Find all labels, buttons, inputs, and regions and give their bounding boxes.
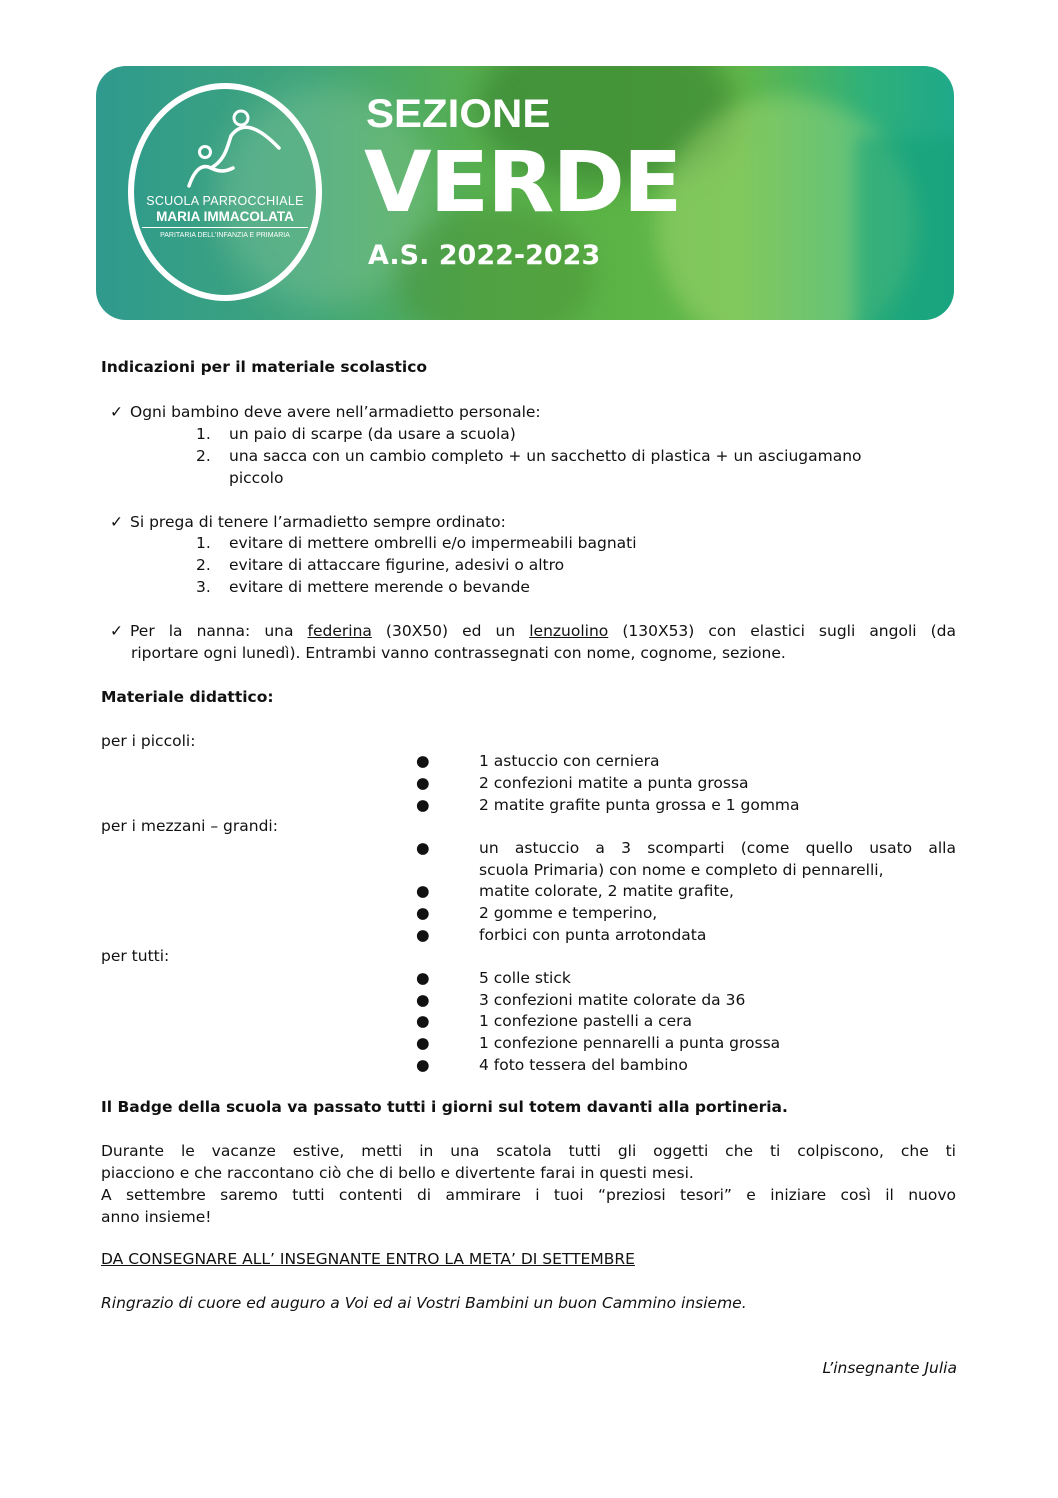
- numbered-item-text: evitare di attaccare figurine, adesivi o altro: [229, 556, 565, 574]
- list-item: 4 foto tessera del bambino: [479, 1056, 688, 1074]
- deadline-note: DA CONSEGNARE ALL’ INSEGNANTE ENTRO LA META’ DI SETTEMBRE: [101, 1250, 635, 1268]
- school-name-line1: SCUOLA PARROCCHIALE: [146, 194, 304, 208]
- checklist-item: [110, 511, 506, 533]
- paragraph-line: A settembre saremo tutti contenti di ammirare i tuoi “preziosi tesori” e iniziare così il nuovo: [101, 1186, 956, 1204]
- paragraph-line: Durante le vacanze estive, metti in una scatola tutti gli oggetti che ti colpiscono, che ti: [101, 1142, 956, 1160]
- checkmark-icon: ✓: [110, 513, 123, 531]
- section-heading: Indicazioni per il materiale scolastico: [101, 358, 428, 376]
- bullet-icon: ●: [416, 969, 430, 987]
- school-logo-figures-icon: [181, 108, 291, 188]
- group-label: per tutti:: [101, 947, 170, 965]
- bullet-icon: ●: [416, 1012, 430, 1030]
- item-number: 2.: [196, 447, 211, 465]
- school-name-line3: PARITARIA DELL'INFANZIA E PRIMARIA: [160, 232, 290, 239]
- numbered-item-text: evitare di mettere merende o bevande: [229, 578, 530, 596]
- list-item: 1 astuccio con cerniera: [479, 752, 660, 770]
- bullet-icon: ●: [416, 796, 430, 814]
- bullet-icon: ●: [416, 839, 430, 857]
- banner-title-big: VERDE: [364, 133, 681, 231]
- list-item: 1 confezione pennarelli a punta grossa: [479, 1034, 781, 1052]
- checklist-text: Ogni bambino deve avere nell’armadietto personale:: [130, 403, 541, 421]
- bullet-icon: ●: [416, 991, 430, 1009]
- list-item: 2 matite grafite punta grossa e 1 gomma: [479, 796, 800, 814]
- bullet-icon: ●: [416, 926, 430, 944]
- paragraph-line: anno insieme!: [101, 1208, 212, 1226]
- list-item-cont: scuola Primaria) con nome e completo di pennarelli,: [479, 861, 884, 879]
- bullet-icon: ●: [416, 1034, 430, 1052]
- nanna-text: (130X53) con elastici sugli angoli (da: [608, 622, 956, 640]
- list-item: forbici con punta arrotondata: [479, 926, 707, 944]
- nanna-text-line2: riportare ogni lunedì). Entrambi vanno contrassegnati con nome, cognome, sezione.: [131, 644, 786, 662]
- list-item: matite colorate, 2 matite grafite,: [479, 882, 734, 900]
- bullet-icon: ●: [416, 774, 430, 792]
- checklist-item-nanna: [110, 620, 956, 642]
- header-banner: [96, 66, 954, 320]
- numbered-item-text-cont: piccolo: [229, 469, 284, 487]
- checkmark-icon: ✓: [110, 403, 123, 421]
- numbered-item-text: una sacca con un cambio completo + un sacchetto di plastica + un asciugamano: [229, 447, 862, 465]
- checklist-text: Si prega di tenere l’armadietto sempre ordinato:: [130, 513, 506, 531]
- item-number: 2.: [196, 556, 211, 574]
- list-item: 3 confezioni matite colorate da 36: [479, 991, 746, 1009]
- nanna-text: (30X50) ed un: [371, 622, 530, 640]
- numbered-item: [196, 423, 211, 445]
- checkmark-icon: ✓: [110, 622, 123, 640]
- item-number: 1.: [196, 534, 211, 552]
- bullet-icon: ●: [416, 904, 430, 922]
- list-item: 2 confezioni matite a punta grossa: [479, 774, 749, 792]
- banner-title-small: SEZIONE: [366, 92, 551, 136]
- bullet-icon: ●: [416, 882, 430, 900]
- nanna-text: Per la nanna: una: [130, 622, 308, 640]
- federina-term: federina: [307, 622, 372, 640]
- numbered-item-text: un paio di scarpe (da usare a scuola): [229, 425, 516, 443]
- bullet-icon: ●: [416, 1056, 430, 1074]
- list-item: un astuccio a 3 scomparti (come quello usato alla: [479, 839, 956, 857]
- school-name-line2: MARIA IMMACOLATA: [142, 209, 308, 228]
- checklist-item: [110, 401, 541, 423]
- item-number: 3.: [196, 578, 211, 596]
- item-number: 1.: [196, 425, 211, 443]
- group-label: per i mezzani – grandi:: [101, 817, 278, 835]
- section-heading: Materiale didattico:: [101, 688, 274, 706]
- thanks-line: Ringrazio di cuore ed auguro a Voi ed ai Vostri Bambini un buon Cammino insieme.: [101, 1294, 747, 1312]
- bullet-icon: ●: [416, 752, 430, 770]
- numbered-item-text: evitare di mettere ombrelli e/o impermeabili bagnati: [229, 534, 637, 552]
- lenzuolino-term: lenzuolino: [529, 622, 609, 640]
- list-item: 1 confezione pastelli a cera: [479, 1012, 693, 1030]
- paragraph-line: piacciono e che raccontano ciò che di bello e divertente farai in questi mesi.: [101, 1164, 694, 1182]
- group-label: per i piccoli:: [101, 732, 196, 750]
- list-item: 5 colle stick: [479, 969, 571, 987]
- banner-school-year: A.S. 2022-2023: [368, 240, 601, 271]
- list-item: 2 gomme e temperino,: [479, 904, 658, 922]
- banner-photo-tint: [856, 136, 954, 320]
- badge-note: Il Badge della scuola va passato tutti i giorni sul totem davanti alla portineria.: [101, 1098, 788, 1116]
- signature: L’insegnante Julia: [822, 1359, 957, 1377]
